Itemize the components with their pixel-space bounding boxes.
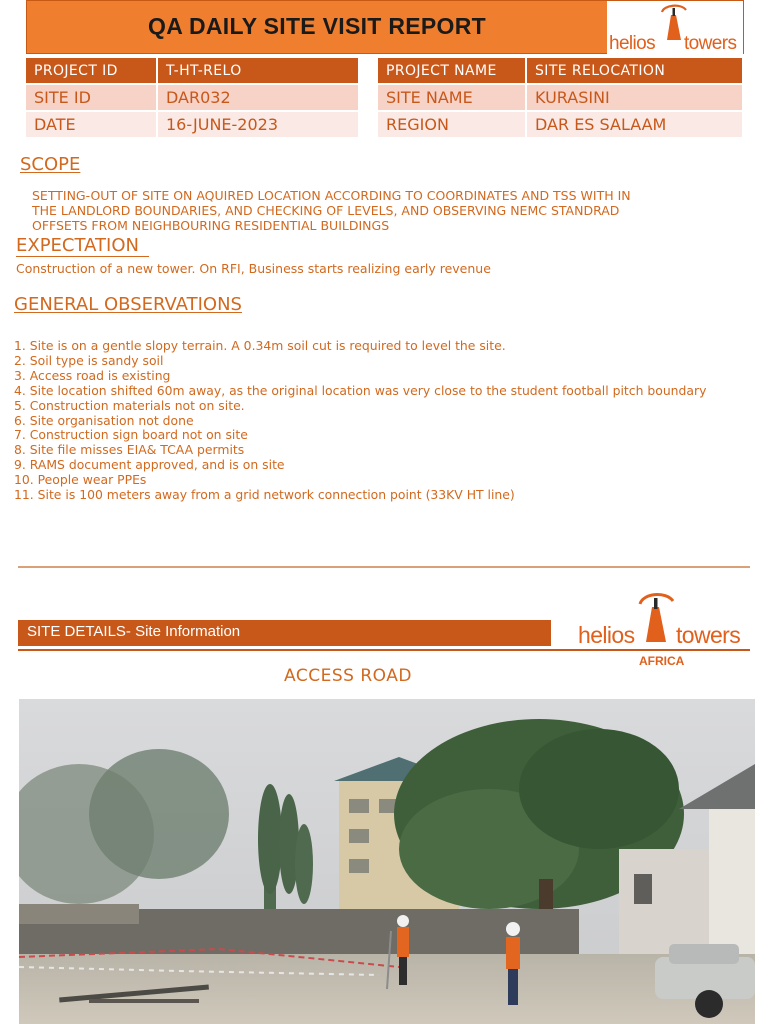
list-item: 6. Site organisation not done: [14, 412, 194, 428]
list-item: 5. Construction materials not on site.: [14, 397, 245, 413]
list-item: 8. Site file misses EIA& TCAA permits: [14, 442, 245, 458]
list-item: 3. Access road is existing: [14, 367, 171, 383]
project-info-table-left: [26, 56, 358, 139]
region-label: REGION: [378, 112, 525, 137]
expectation-text: Construction of a new tower. On RFI, Business starts realizing early revenue: [16, 261, 491, 276]
site-id-label: SITE ID: [26, 85, 156, 110]
logo-word-towers: towers: [684, 33, 737, 54]
scope-line: THE LANDLORD BOUNDARIES, AND CHECKING OF LEVELS, AND OBSERVING NEMC STANDRAD: [32, 203, 620, 218]
date-value: 16-JUNE-2023: [156, 112, 358, 137]
project-id-value: T-HT-RELO: [156, 58, 358, 83]
list-item: 4. Site location shifted 60m away, as the original location was very close to the student football pitch boundary: [14, 382, 707, 398]
list-item: 2. Soil type is sandy soil: [14, 352, 164, 368]
list-item: 9. RAMS document approved, and is on site: [14, 457, 285, 473]
table-header-row: [26, 58, 358, 83]
report-banner: [26, 0, 744, 54]
logo-word-helios: helios: [609, 33, 656, 54]
helios-towers-logo: [607, 1, 743, 55]
site-name-label: SITE NAME: [378, 85, 525, 110]
table-row: [26, 112, 358, 137]
observations-list: [14, 339, 754, 503]
scope-heading: SCOPE: [20, 154, 81, 175]
report-title: QA DAILY SITE VISIT REPORT: [148, 13, 486, 39]
scope-line: OFFSETS FROM NEIGHBOURING RESIDENTIAL BUILDINGS: [32, 218, 390, 233]
site-name-value: KURASINI: [525, 85, 742, 110]
site-details-bar: SITE DETAILS- Site Information: [18, 620, 551, 646]
site-id-value: DAR032: [156, 85, 358, 110]
region-value: DAR ES SALAAM: [525, 112, 742, 137]
tower-logo-icon: [636, 590, 676, 644]
observations-heading: GENERAL OBSERVATIONS: [14, 294, 242, 315]
table-row: [26, 85, 358, 110]
date-label: DATE: [26, 112, 156, 137]
logo-region-tag: AFRICA: [639, 654, 685, 668]
table-row: [378, 85, 742, 110]
scope-text: [32, 188, 732, 233]
table-row: [378, 112, 742, 137]
helios-towers-logo-large: [578, 590, 754, 670]
list-item: 11. Site is 100 meters away from a grid network connection point (33KV HT line): [14, 487, 515, 503]
list-item: 1. Site is on a gentle slopy terrain. A 0.34m soil cut is required to level the site.: [14, 338, 506, 353]
project-id-label: PROJECT ID: [26, 58, 156, 83]
expectation-heading: EXPECTATION: [16, 235, 139, 256]
scope-line: SETTING-OUT OF SITE ON AQUIRED LOCATION ACCORDING TO COORDINATES AND TSS WITH IN: [32, 188, 631, 203]
photo-caption: ACCESS ROAD: [284, 666, 412, 686]
expectation-underline: [16, 256, 149, 257]
list-item: 7. Construction sign board not on site: [14, 427, 248, 443]
project-info-table-right: [378, 56, 742, 139]
logo-word-helios: helios: [578, 622, 635, 648]
project-name-value: SITE RELOCATION: [525, 58, 742, 83]
table-header-row: [378, 58, 742, 83]
project-name-label: PROJECT NAME: [378, 58, 525, 83]
list-item: 10. People wear PPEs: [14, 472, 147, 488]
access-road-photo: [19, 699, 755, 1024]
page-divider: [18, 566, 750, 568]
logo-word-towers: towers: [676, 622, 741, 648]
